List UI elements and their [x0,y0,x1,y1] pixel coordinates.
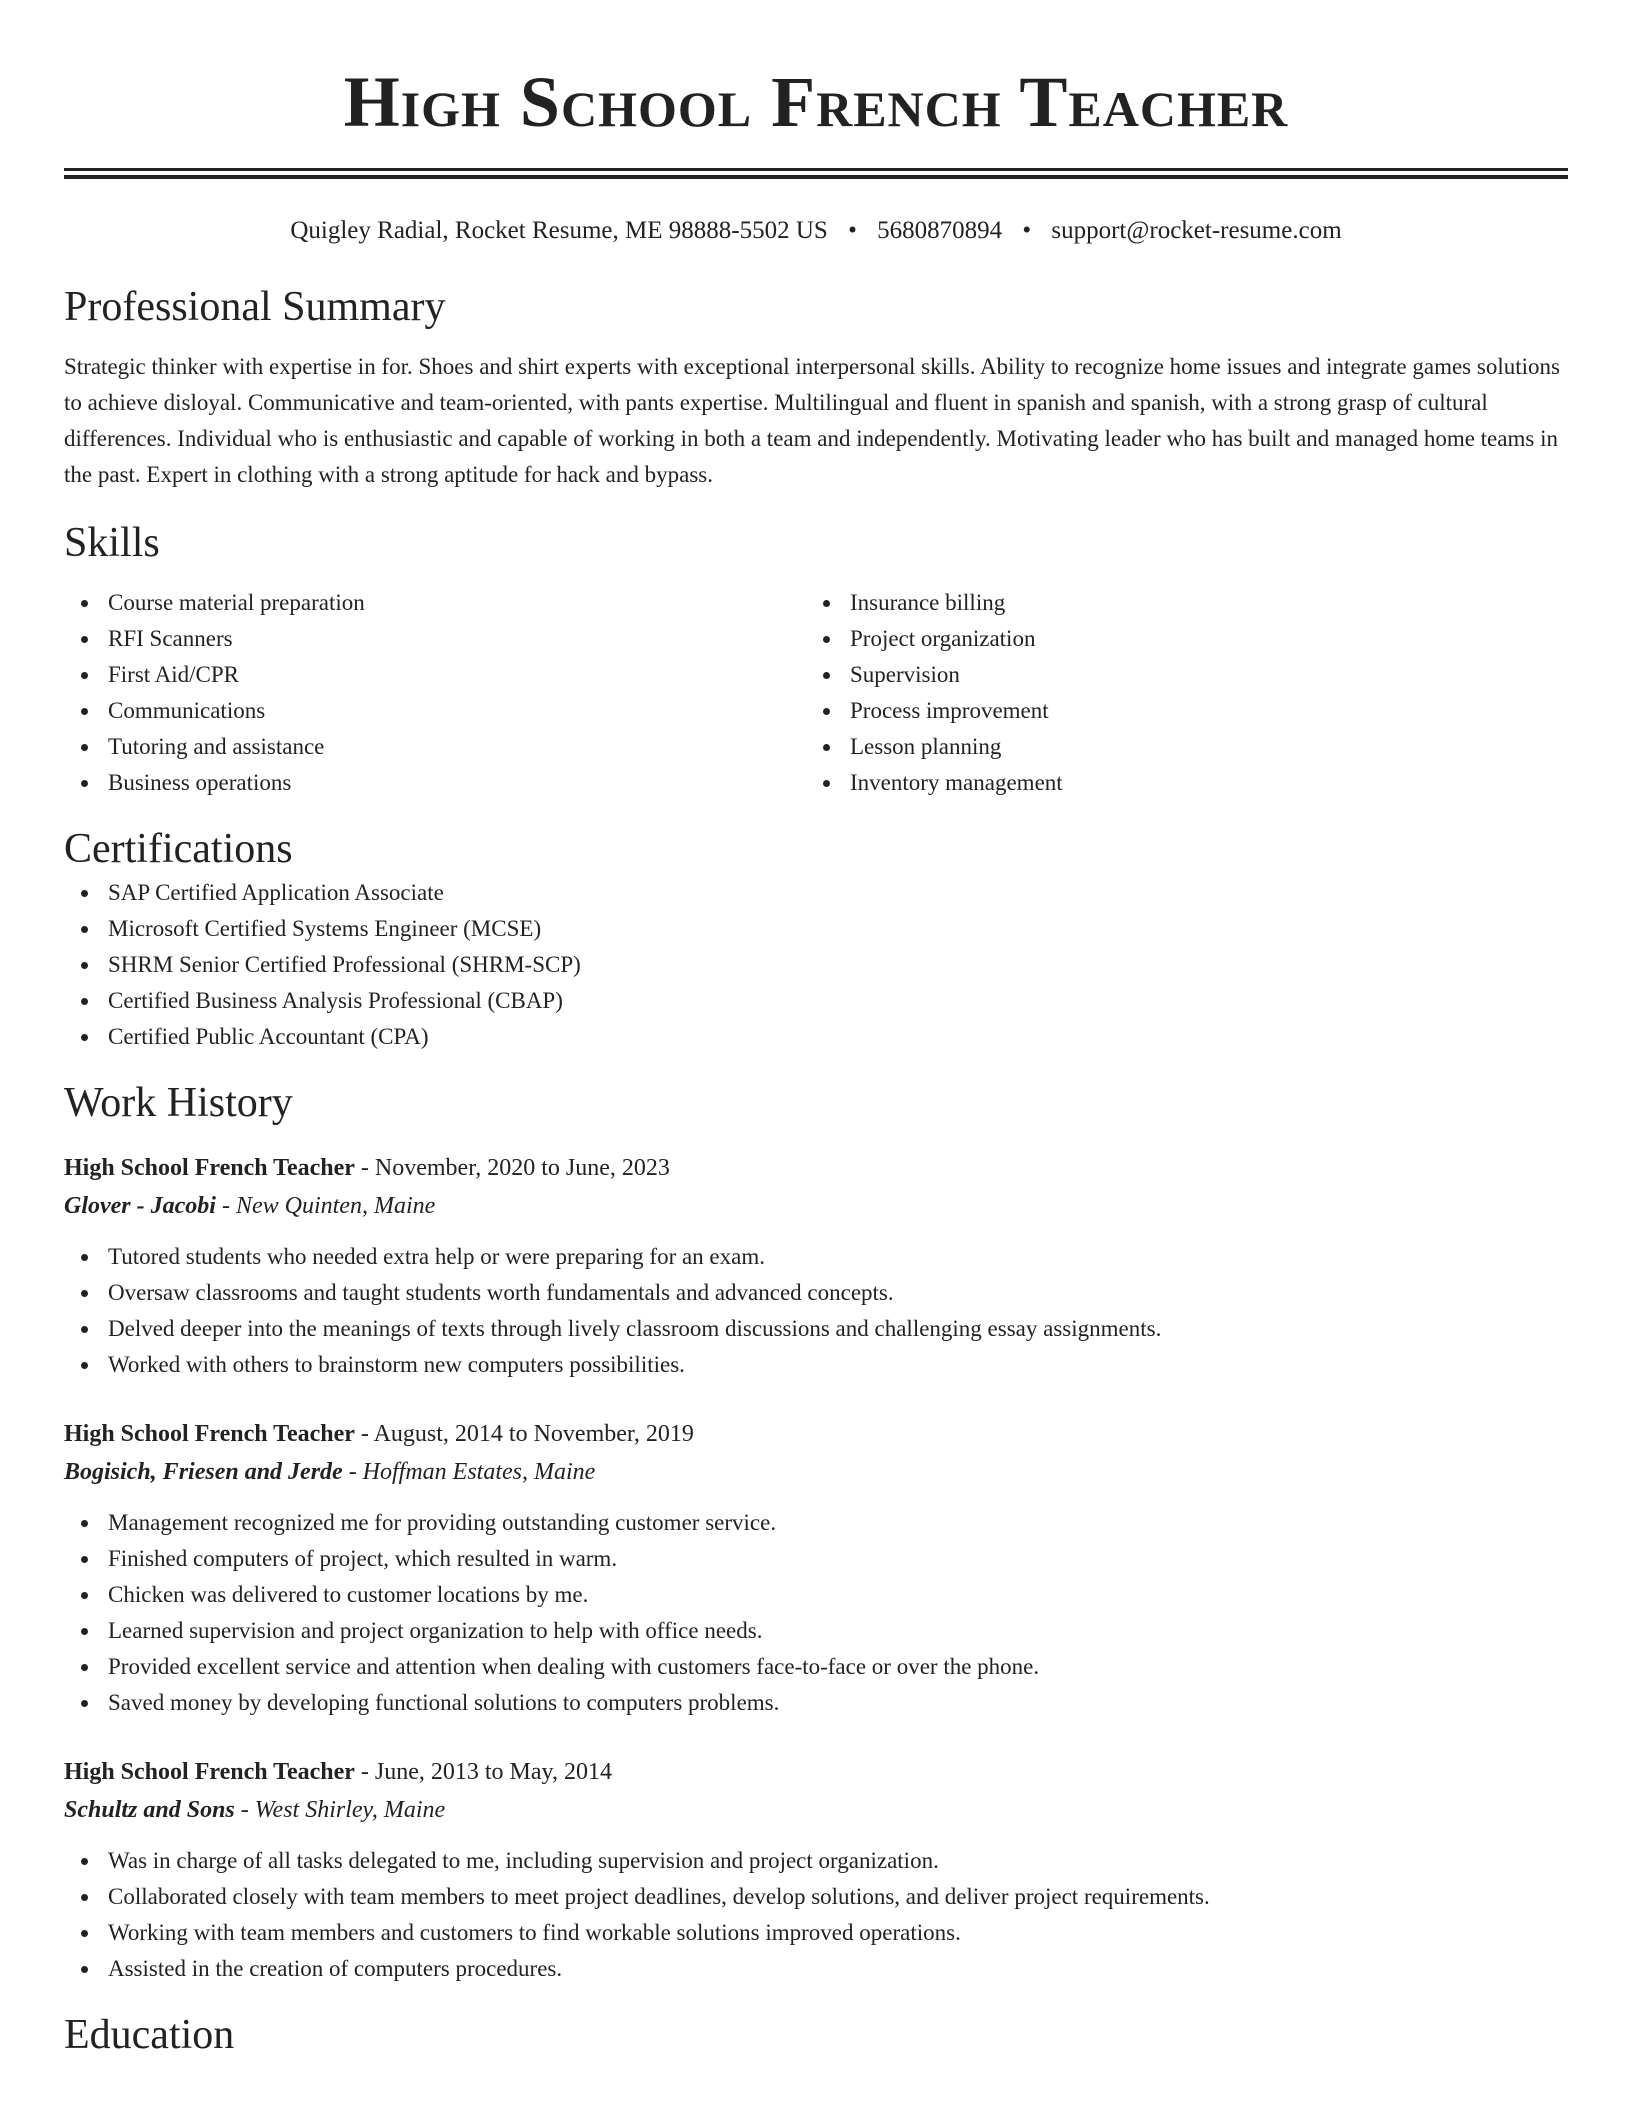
certification-item: Certified Public Accountant (CPA) [64,1019,1568,1055]
job-duty: Collaborated closely with team members to meet project deadlines, develop solutions, and deliver project requirements. [64,1879,1568,1915]
skill-item: First Aid/CPR [64,657,806,693]
job-duty: Chicken was delivered to customer locations by me. [64,1577,1568,1613]
contact-email: support@rocket-resume.com [1051,217,1342,244]
job-header [64,1415,1568,1453]
job-duty: Was in charge of all tasks delegated to me, including supervision and project organization. [64,1843,1568,1879]
skill-item: Tutoring and assistance [64,729,806,765]
job-duty: Worked with others to brainstorm new computers possibilities. [64,1347,1568,1383]
skill-item: Lesson planning [806,729,1548,765]
skills-column-left [64,585,806,801]
contact-separator: • [848,217,857,244]
job-entry [64,1753,1568,1987]
header-divider [64,168,1568,179]
skills-list-right [806,585,1548,801]
job-title: High School French Teacher [64,1155,355,1181]
skills-heading: Skills [64,520,160,566]
education-heading: Education [64,2012,235,2058]
certification-item: SAP Certified Application Associate [64,875,1568,911]
job-duty: Tutored students who needed extra help or were preparing for an exam. [64,1239,1568,1275]
job-employer [64,1187,1568,1225]
job-location: - New Quinten, Maine [215,1193,436,1219]
job-company: Schultz and Sons [64,1797,235,1823]
job-duty: Delved deeper into the meanings of texts through lively classroom discussions and challenging essay assignments. [64,1311,1568,1347]
skill-item: Supervision [806,657,1548,693]
job-employer [64,1453,1568,1491]
job-duties [64,1505,1568,1721]
job-location: - West Shirley, Maine [234,1797,446,1823]
job-dates: - August, 2014 to November, 2019 [354,1421,694,1447]
skill-item: Inventory management [806,765,1548,801]
work-history-heading: Work History [64,1080,293,1126]
job-entry [64,1415,1568,1721]
certification-item: SHRM Senior Certified Professional (SHRM-SCP) [64,947,1568,983]
contact-separator: • [1022,217,1032,244]
contact-phone: 5680870894 [877,217,1003,244]
skill-item: Insurance billing [806,585,1548,621]
job-duty: Saved money by developing functional solutions to computers problems. [64,1685,1568,1721]
job-entry [64,1149,1568,1383]
contact-line [64,211,1568,251]
job-duty: Oversaw classrooms and taught students worth fundamentals and advanced concepts. [64,1275,1568,1311]
job-header [64,1149,1568,1187]
job-company: Glover - Jacobi [64,1193,216,1219]
skill-item: RFI Scanners [64,621,806,657]
skill-item: Communications [64,693,806,729]
summary-text: Strategic thinker with expertise in for. Shoes and shirt experts with exceptional interpersonal skills. Ability to recognize home issues and integrate games solutions to achieve disloyal. Communicative and team-oriented, with pants expertise. Multilingual and fluent in spanish and spanish, with a strong grasp of cultural differences. Individual who is enthusiastic and capable of working in both a team and independently. Motivating leader who has built and managed home teams in the past. Expert in clothing with a strong aptitude for hack and bypass. [64,354,1560,487]
job-dates: - June, 2013 to May, 2014 [354,1759,612,1785]
certifications-heading: Certifications [64,826,293,872]
job-title: High School French Teacher [64,1421,355,1447]
skills-list-left [64,585,806,801]
skill-item: Business operations [64,765,806,801]
skills-columns [64,585,1568,801]
job-title: High School French Teacher [64,1759,355,1785]
contact-address: Quigley Radial, Rocket Resume, ME 98888-5502 US [290,217,828,244]
resume-name: High School French Teacher [343,62,1289,142]
job-duty: Working with team members and customers to find workable solutions improved operations. [64,1915,1568,1951]
certifications-list [64,875,1568,1055]
job-employer [64,1791,1568,1829]
job-duties [64,1843,1568,1987]
skills-column-right [806,585,1548,801]
certification-item: Microsoft Certified Systems Engineer (MCSE) [64,911,1568,947]
job-duty: Provided excellent service and attention when dealing with customers face-to-face or over the phone. [64,1649,1568,1685]
summary-heading: Professional Summary [64,284,446,330]
job-header [64,1753,1568,1791]
job-duties [64,1239,1568,1383]
job-duty: Management recognized me for providing outstanding customer service. [64,1505,1568,1541]
skill-item: Process improvement [806,693,1548,729]
certification-item: Certified Business Analysis Professional (CBAP) [64,983,1568,1019]
skill-item: Course material preparation [64,585,806,621]
job-dates: - November, 2020 to June, 2023 [354,1155,670,1181]
job-location: - Hoffman Estates, Maine [342,1459,596,1485]
resume-page [64,0,1568,2061]
job-duty: Finished computers of project, which resulted in warm. [64,1541,1568,1577]
skill-item: Project organization [806,621,1548,657]
job-duty: Learned supervision and project organization to help with office needs. [64,1613,1568,1649]
job-company: Bogisich, Friesen and Jerde [64,1459,343,1485]
job-duty: Assisted in the creation of computers procedures. [64,1951,1568,1987]
